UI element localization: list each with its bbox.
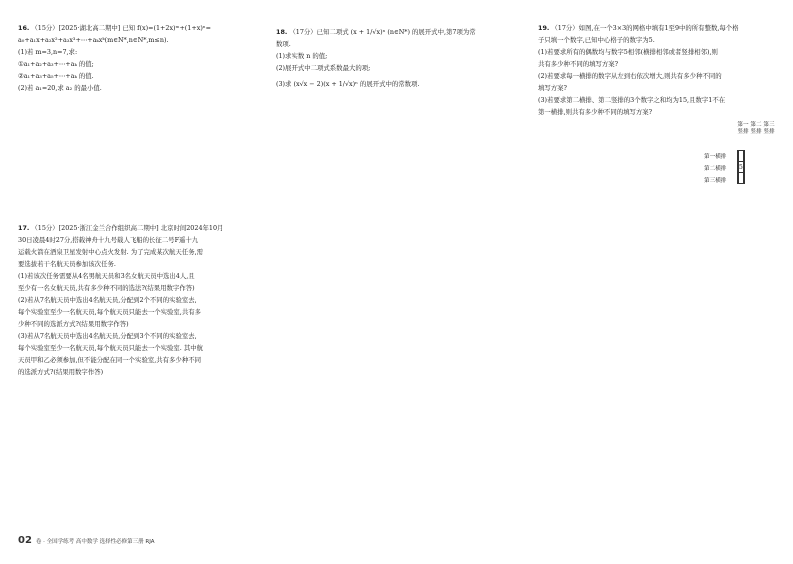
page-number: 02 <box>18 535 32 546</box>
question-text: a₀+a₁x+a₂x²+a₃x³+⋯+aₖxᵏ(m∈N*,n∈N*,m≤n). <box>18 36 169 44</box>
question-text: （15分）[2025·浙江金兰合作组织高二期中] 北京时间2024年10月 <box>31 224 224 232</box>
question-text: ②a₁+a₃+a₅+⋯+aₖ 的值. <box>18 72 94 80</box>
question-text: 要选拔若干名航天员参加该次任务. <box>18 260 116 268</box>
question-text: (1)若要求所有的偶数均与数字5相邻(横排相邻或者竖排相邻),则 <box>538 48 718 56</box>
question-text: （17分）如图,在一个3×3的网格中填有1至9中的所有整数,每个格 <box>551 24 739 32</box>
question-text: 少种不同的选派方式?(结果用数字作答) <box>18 320 129 328</box>
row-label: 第三横排 <box>704 178 727 184</box>
question-number: 19. <box>538 24 550 32</box>
question-text: (1)若该次任务需要从4名男航天员和3名女航天员中选出4人,且 <box>18 272 195 280</box>
question-text: 30日凌晨4时27分,搭载神舟十九号载人飞船的长征二号F遥十九 <box>18 236 199 244</box>
question-text: 天员甲和乙必须参加,但不能分配在同一个实验室,共有多少种不同 <box>18 356 201 364</box>
question-17 <box>18 222 258 378</box>
col-header: 第一竖排 <box>737 122 749 135</box>
row-label: 第一横排 <box>704 154 727 160</box>
question-text: 运载火箭在酒泉卫星发射中心点火发射. 为了完成某次航天任务,需 <box>18 248 204 256</box>
question-text: 第一横排,则共有多少种不同的填写方案? <box>538 108 653 116</box>
row-label: 第二横排 <box>704 166 727 172</box>
footer-text: 卷 · 全国学练考 高中数学 选择性必修第三册 RJA <box>35 539 155 545</box>
question-text: (3)求 (x√x − 2)(x + 1/√x)ⁿ 的展开式中的常数项. <box>276 80 420 88</box>
question-text: (2)若 a₁=20,求 a₂ 的最小值. <box>18 84 102 92</box>
question-text: 的选派方式?(结果用数字作答) <box>18 368 104 376</box>
question-19 <box>538 22 778 118</box>
question-text: (3)若从7名航天员中选出4名航天员,分配到3个不同的实验室去, <box>18 332 197 340</box>
col-header: 第二竖排 <box>750 122 762 135</box>
question-text: (2)若要求每一横排的数字从左到右依次增大,则共有多少种不同的 <box>538 72 722 80</box>
question-text: 至少有一名女航天员,共有多少种不同的选法?(结果用数字作答) <box>18 284 195 292</box>
question-text: 数项. <box>276 40 291 48</box>
question-text: （15分）[2025·湖北高二期中] 已知 f(x)=(1+2x)ᵐ+(1+x)ⁿ= <box>31 24 211 32</box>
question-text: (3)若要求第二横排、第二竖排的3个数字之和均为15,且数字1不在 <box>538 96 726 104</box>
question-text: (1)若 m=3,n=7,求: <box>18 48 78 56</box>
grid-cell-center: 5 <box>739 163 743 171</box>
question-number: 17. <box>18 224 30 232</box>
question-text: 每个实验室至少一名航天员,每个航天员只能去一个实验室. 其中航 <box>18 344 204 352</box>
question-text: 共有多少种不同的填写方案? <box>538 60 619 68</box>
question-text: (2)若从7名航天员中选出4名航天员,分配到2个不同的实验室去, <box>18 296 197 304</box>
grid-table <box>737 150 745 184</box>
question-16 <box>18 22 258 94</box>
question-text: 每个实验室至少一名航天员,每个航天员只能去一个实验室,共有多 <box>18 308 201 316</box>
question-text: (2)展开式中二项式系数最大的项; <box>276 64 371 72</box>
page-footer <box>18 535 155 546</box>
grid-cell <box>743 151 744 162</box>
question-number: 18. <box>276 28 288 36</box>
question-number: 16. <box>18 24 30 32</box>
grid-cell <box>743 162 744 173</box>
grid-cell <box>743 173 744 184</box>
question-18 <box>276 26 516 90</box>
col-header: 第三竖排 <box>763 122 775 135</box>
question-text: ①a₁+a₂+a₃+⋯+aₖ 的值; <box>18 60 94 68</box>
question-text: 填写方案? <box>538 84 567 92</box>
question-text: 子只填一个数字,已知中心格子的数字为5. <box>538 36 655 44</box>
question-text: (1)求实数 n 的值; <box>276 52 328 60</box>
question-text: （17分）已知二项式 (x + 1/√x)ⁿ (n∈N*) 的展开式中,第7项为常 <box>289 28 476 36</box>
